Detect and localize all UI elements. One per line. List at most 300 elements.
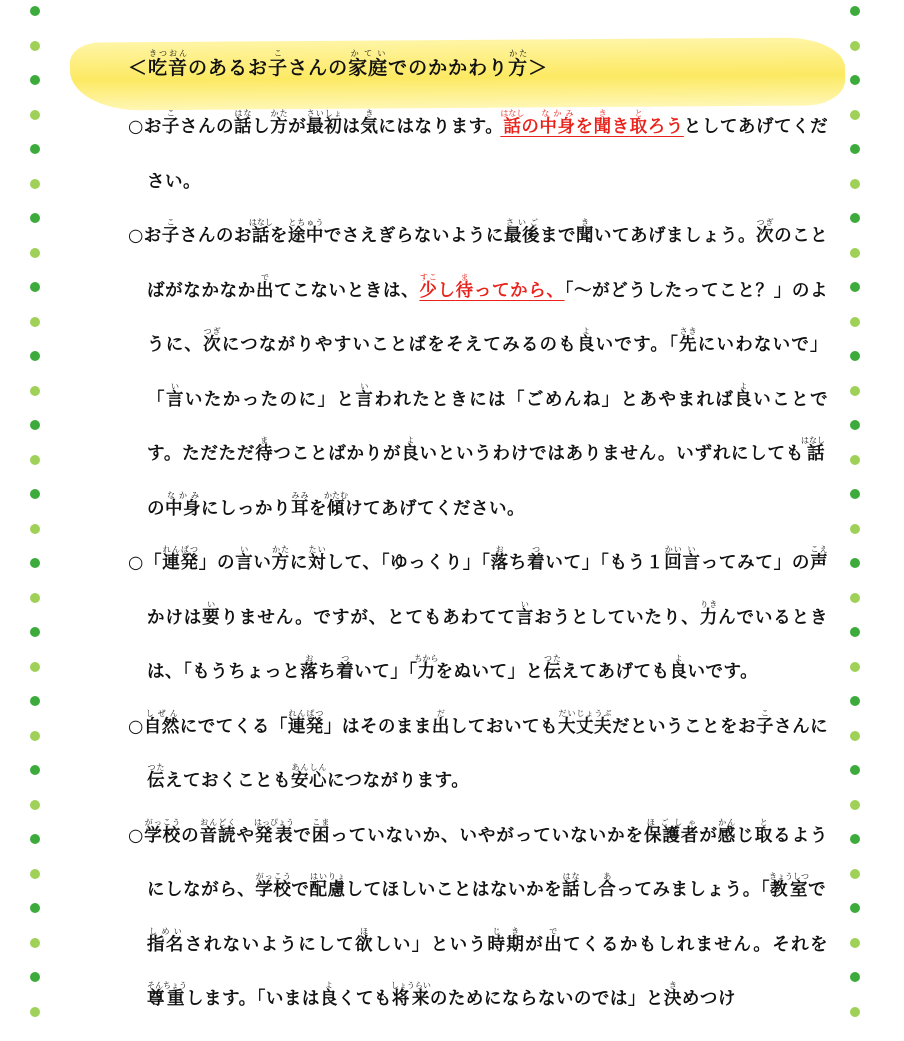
ruby-word xyxy=(669,654,688,682)
text-run: おうとしていたり、 xyxy=(534,607,700,628)
border-dot xyxy=(30,524,40,534)
furigana: はなし xyxy=(801,436,826,445)
text-run: 良 xyxy=(401,444,420,464)
border-dot xyxy=(850,903,860,913)
text-run: ろう xyxy=(647,117,684,137)
border-dot xyxy=(30,627,40,637)
border-dot xyxy=(30,110,40,120)
text-run: お xyxy=(143,117,162,137)
text-run: 指名 xyxy=(147,934,185,955)
text-run: 家庭 xyxy=(348,57,389,79)
furigana: ほ xyxy=(355,926,374,936)
text-run: つことばかりが xyxy=(273,444,402,464)
furigana: かたむ xyxy=(324,490,348,500)
furigana: はな xyxy=(562,872,581,881)
border-dot xyxy=(850,386,860,396)
text-run: 方 xyxy=(508,57,529,79)
text-run: の xyxy=(147,498,165,519)
ruby-word xyxy=(664,545,683,573)
text-run: 対 xyxy=(308,553,327,573)
text-run: や xyxy=(236,825,255,846)
ruby-word xyxy=(527,545,546,573)
furigana: なかみ xyxy=(165,490,201,500)
text-run: し xyxy=(580,880,599,900)
text-run: を xyxy=(269,226,288,246)
text-run: かけは xyxy=(147,607,203,628)
bullet-circle: ○ xyxy=(128,117,144,137)
furigana: りき xyxy=(699,599,718,609)
border-dot xyxy=(30,662,40,672)
furigana: かい xyxy=(664,545,683,554)
text-run: ってみましょう。「 xyxy=(616,880,771,900)
text-run: 学校 xyxy=(144,825,182,846)
paragraph-3 xyxy=(128,536,828,700)
text-run: ち xyxy=(318,662,337,682)
border-dot xyxy=(30,282,40,292)
ruby-word xyxy=(544,926,564,955)
furigana: はなし xyxy=(500,109,525,118)
ruby-word xyxy=(562,872,581,900)
text-run: 連発 xyxy=(162,553,199,573)
text-run: にはなります。 xyxy=(378,117,504,137)
furigana: そんちょう xyxy=(147,981,187,990)
text-run: 伝 xyxy=(543,662,562,682)
furigana: い xyxy=(202,599,221,609)
text-run: につながります。 xyxy=(327,771,470,791)
furigana: あんしん xyxy=(291,763,327,772)
border-dot xyxy=(30,765,40,775)
text-run: 合 xyxy=(598,880,617,900)
text-run: えておくことも xyxy=(165,771,291,791)
furigana: がっこう xyxy=(144,817,181,827)
ruby-word xyxy=(291,490,309,519)
border-dot xyxy=(30,75,40,85)
paragraph-1 xyxy=(128,100,828,209)
ruby-word xyxy=(598,872,617,900)
furigana: れんぱつ xyxy=(287,708,324,718)
border-dot xyxy=(850,351,860,361)
text-run: 伝 xyxy=(147,771,165,791)
text-run: 決 xyxy=(663,989,682,1009)
text-run: いて」「 xyxy=(354,662,418,682)
text-run: ち xyxy=(508,553,528,573)
ruby-word xyxy=(699,599,719,628)
text-run: ＜ xyxy=(128,57,149,79)
text-run: 学校 xyxy=(255,880,292,900)
border-dot xyxy=(850,75,860,85)
text-run: 」はそのまま xyxy=(323,716,432,737)
ruby-word xyxy=(414,654,439,682)
text-run: 傾 xyxy=(324,498,348,519)
ruby-word xyxy=(801,436,826,464)
text-run: 言 xyxy=(165,389,185,410)
text-run: 安心 xyxy=(291,771,327,791)
text-run: 言 xyxy=(235,553,254,573)
ruby-word xyxy=(500,109,525,137)
border-dot xyxy=(30,489,40,499)
border-dot xyxy=(30,834,40,844)
text-run: ＞ xyxy=(528,57,549,79)
ruby-word xyxy=(202,599,221,628)
furigana: つぎ xyxy=(756,218,775,227)
left-dot-border xyxy=(30,0,42,1041)
ruby-word xyxy=(203,327,222,355)
text-run: 大丈夫 xyxy=(557,716,612,737)
furigana: つぎ xyxy=(203,327,222,336)
text-run: 着 xyxy=(336,662,355,682)
ruby-word xyxy=(148,49,189,79)
furigana: こ xyxy=(161,218,180,227)
border-dot xyxy=(850,731,860,741)
ruby-word xyxy=(490,545,509,573)
text-run: が xyxy=(525,934,545,955)
text-run: で xyxy=(292,825,312,846)
text-run: 良 xyxy=(734,389,754,410)
highlighted-phrase xyxy=(419,272,565,301)
border-dot xyxy=(850,524,860,534)
ruby-word xyxy=(147,981,187,1009)
text-run: をぬいて」と xyxy=(435,662,544,682)
furigana: と xyxy=(629,109,648,118)
text-run: 子 xyxy=(161,226,180,246)
text-run: 保護者 xyxy=(643,825,700,846)
furigana: こ xyxy=(268,49,289,58)
text-run: 最後 xyxy=(503,226,540,246)
text-run: てこないときは、 xyxy=(274,280,420,301)
text-run: にでてくる「 xyxy=(179,716,288,737)
border-dot xyxy=(30,1007,40,1017)
text-run: のためにならないのでは」と xyxy=(429,989,664,1009)
ruby-word xyxy=(754,817,774,846)
text-run: し xyxy=(437,280,456,301)
text-run: 要 xyxy=(202,607,221,628)
border-dot xyxy=(30,144,40,154)
text-run: 良 xyxy=(319,989,338,1009)
border-dot xyxy=(850,558,860,568)
ruby-word xyxy=(734,381,754,410)
text-run: 話 xyxy=(562,880,581,900)
border-dot xyxy=(30,351,40,361)
ruby-word xyxy=(253,817,294,846)
text-run: して、「ゆっくり」「 xyxy=(326,553,491,573)
furigana: よ xyxy=(669,654,688,663)
border-dot xyxy=(30,731,40,741)
border-dot xyxy=(850,455,860,465)
text-run: 話 xyxy=(801,444,826,464)
text-run: てくるかもしれません。それを xyxy=(563,934,829,955)
ruby-word xyxy=(508,49,529,79)
text-run: いてあげましょう。 xyxy=(593,226,757,246)
text-run: 子 xyxy=(268,57,289,79)
ruby-word xyxy=(324,490,348,519)
ruby-word xyxy=(287,218,324,246)
ruby-word xyxy=(419,272,438,301)
text-run: にしっかり xyxy=(201,498,291,519)
border-dot xyxy=(30,455,40,465)
text-run: 吃音 xyxy=(148,57,189,79)
furigana: かた xyxy=(508,49,529,58)
text-run: 方 xyxy=(270,117,289,137)
text-run: 言 xyxy=(515,607,535,628)
text-run: い xyxy=(253,553,272,573)
text-run: さんの xyxy=(179,117,235,137)
furigana: きょうしつ xyxy=(769,872,810,881)
text-run: 次 xyxy=(203,335,222,355)
border-dot xyxy=(850,972,860,982)
border-dot xyxy=(30,558,40,568)
ruby-word xyxy=(575,218,594,246)
furigana: おんどく xyxy=(199,817,237,827)
furigana: つ xyxy=(336,654,355,663)
ruby-word xyxy=(248,218,273,246)
ruby-word xyxy=(355,381,375,410)
text-run: 着 xyxy=(527,553,546,573)
text-run: します。「いまは xyxy=(186,989,320,1009)
ruby-word xyxy=(679,327,698,355)
page-title xyxy=(128,49,548,80)
furigana: さき xyxy=(679,327,698,336)
border-dot xyxy=(30,696,40,706)
border-dot xyxy=(850,1007,860,1017)
text-run: けてあげてください。 xyxy=(345,498,525,519)
text-run: しておいても xyxy=(449,716,558,737)
ruby-word xyxy=(235,545,254,573)
furigana: みみ xyxy=(291,490,309,500)
ruby-word xyxy=(593,109,612,137)
text-run: 」の xyxy=(198,553,236,573)
border-dot xyxy=(30,938,40,948)
text-run: われたときには「ごめんね」とあやまれば xyxy=(374,389,735,410)
border-dot xyxy=(850,248,860,258)
furigana: い xyxy=(165,381,184,391)
text-run: を xyxy=(309,498,327,519)
furigana: きつおん xyxy=(148,49,189,58)
furigana: よ xyxy=(319,981,338,990)
ruby-word xyxy=(643,817,700,846)
furigana: ま xyxy=(455,272,474,282)
border-dot xyxy=(30,593,40,603)
text-run: 取 xyxy=(754,825,774,846)
text-run: 連発 xyxy=(287,716,324,737)
furigana: しめい xyxy=(147,926,184,936)
text-run: 言 xyxy=(682,553,701,573)
text-run: の xyxy=(181,825,200,846)
border-dot xyxy=(850,800,860,810)
ruby-word xyxy=(161,218,180,246)
border-dot xyxy=(850,110,860,120)
border-dot xyxy=(850,317,860,327)
ruby-word xyxy=(291,763,327,791)
border-dot xyxy=(30,386,40,396)
furigana: つた xyxy=(147,763,165,772)
furigana: はっぴょう xyxy=(253,817,294,827)
furigana: よ xyxy=(576,327,595,336)
text-run: さんのお xyxy=(179,226,252,246)
text-run: 取 xyxy=(629,117,648,137)
text-run: で xyxy=(808,880,827,900)
text-run: 聞 xyxy=(575,226,594,246)
furigana: こ xyxy=(756,708,775,718)
text-run: じ xyxy=(736,825,755,846)
text-run: してほしいことはないかを xyxy=(345,880,563,900)
text-run: 音読 xyxy=(199,825,237,846)
text-run: 途中 xyxy=(287,226,324,246)
text-run: 子 xyxy=(756,716,775,737)
ruby-word xyxy=(309,872,346,900)
furigana: お xyxy=(300,654,319,663)
ruby-word xyxy=(810,545,829,573)
ruby-word xyxy=(147,763,165,791)
furigana: ほごしゃ xyxy=(643,817,699,827)
ruby-word xyxy=(161,109,180,137)
text-run: でさえぎらないように xyxy=(323,226,504,246)
ruby-word xyxy=(756,708,775,737)
furigana: い xyxy=(515,599,534,609)
text-run: が xyxy=(288,117,307,137)
text-run: に xyxy=(289,553,309,573)
furigana: つた xyxy=(543,654,562,663)
furigana: しょうらい xyxy=(390,981,431,990)
border-dot xyxy=(850,869,860,879)
right-dot-border xyxy=(850,0,862,1041)
text-run: めつけ xyxy=(681,989,736,1009)
ruby-word xyxy=(255,872,292,900)
furigana: だ xyxy=(431,708,450,718)
text-run: のことばがなかなか xyxy=(147,226,829,301)
ruby-word xyxy=(306,109,343,137)
furigana: ちから xyxy=(414,654,439,663)
ruby-word xyxy=(199,817,237,846)
bullet-circle: ○ xyxy=(128,226,144,246)
border-dot xyxy=(30,903,40,913)
text-run: としてあげてください。 xyxy=(147,117,829,192)
ruby-word xyxy=(390,981,431,1009)
text-run: 落 xyxy=(300,662,319,682)
text-run: 中身 xyxy=(539,117,576,137)
furigana: で xyxy=(544,926,563,936)
border-dot xyxy=(850,41,860,51)
text-run: 話 xyxy=(500,117,525,137)
text-run: 待 xyxy=(455,280,474,301)
border-dot xyxy=(850,627,860,637)
text-run: 子 xyxy=(161,117,180,137)
text-run: いです。 xyxy=(687,662,759,682)
ruby-word xyxy=(355,926,374,955)
border-dot xyxy=(30,869,40,879)
text-run: ってから、 xyxy=(473,280,565,301)
furigana: で xyxy=(255,272,274,282)
border-dot xyxy=(30,213,40,223)
furigana: き xyxy=(360,109,379,118)
ruby-word xyxy=(255,436,274,464)
text-run: き xyxy=(611,117,630,137)
furigana: がっこう xyxy=(255,872,292,881)
text-run: 出 xyxy=(255,280,275,301)
text-run: 話 xyxy=(248,226,273,246)
text-run: が xyxy=(699,825,718,846)
text-run: されないようにして xyxy=(184,934,356,955)
border-dot xyxy=(850,593,860,603)
ruby-word xyxy=(143,708,180,737)
ruby-word xyxy=(769,872,810,900)
furigana: さいご xyxy=(503,218,540,227)
furigana: き xyxy=(575,218,594,227)
ruby-word xyxy=(319,981,338,1009)
ruby-word xyxy=(162,545,199,573)
text-run: は xyxy=(342,117,361,137)
text-run: んでいるときは、「もうちょっと xyxy=(147,607,829,682)
ruby-word xyxy=(557,708,612,737)
ruby-word xyxy=(348,49,389,79)
ruby-word xyxy=(360,109,379,137)
text-run: っていないか、いやがっていないかを xyxy=(330,825,644,846)
text-run: 自然 xyxy=(143,716,180,737)
text-run: 発表 xyxy=(253,825,294,846)
ruby-word xyxy=(663,981,682,1009)
ruby-word xyxy=(455,272,474,301)
ruby-word xyxy=(144,817,182,846)
furigana: かた xyxy=(270,109,289,118)
furigana: さいしょ xyxy=(306,109,343,118)
furigana: あ xyxy=(598,872,617,881)
text-run: しい」という xyxy=(373,934,488,955)
text-run: 最初 xyxy=(306,117,343,137)
border-dot xyxy=(850,765,860,775)
furigana: だいじょうぶ xyxy=(557,708,612,718)
border-dot xyxy=(30,420,40,430)
text-run: のあるお xyxy=(188,57,269,79)
ruby-word xyxy=(717,817,737,846)
text-run: さんの xyxy=(288,57,349,79)
ruby-word xyxy=(431,708,450,737)
furigana: かん xyxy=(717,817,736,827)
furigana: しぜん xyxy=(143,708,180,718)
border-dot xyxy=(30,248,40,258)
text-run: いたかったのに」と xyxy=(184,389,356,410)
furigana: はなし xyxy=(248,218,273,227)
furigana: ま xyxy=(255,436,274,445)
border-dot xyxy=(850,282,860,292)
border-dot xyxy=(30,179,40,189)
ruby-word xyxy=(503,218,540,246)
border-dot xyxy=(850,489,860,499)
border-dot xyxy=(30,6,40,16)
text-run: 時期 xyxy=(487,934,526,955)
border-dot xyxy=(850,6,860,16)
text-run: 耳 xyxy=(291,498,309,519)
furigana: とちゅう xyxy=(287,218,324,227)
border-dot xyxy=(850,834,860,844)
furigana: こえ xyxy=(810,545,829,554)
furigana: かた xyxy=(271,545,290,554)
border-dot xyxy=(850,144,860,154)
text-run: 落 xyxy=(490,553,509,573)
text-run: 感 xyxy=(717,825,737,846)
border-dot xyxy=(30,800,40,810)
furigana: よ xyxy=(734,381,753,391)
ruby-word xyxy=(401,436,420,464)
ruby-word xyxy=(487,926,526,955)
highlighted-phrase xyxy=(500,109,684,137)
text-run: いです。「 xyxy=(595,335,680,355)
furigana: い xyxy=(235,545,254,554)
text-run: ってみて」の xyxy=(700,553,811,573)
bullet-circle: ○ xyxy=(128,825,145,846)
ruby-word xyxy=(308,545,327,573)
text-run: 教室 xyxy=(769,880,810,900)
text-run: で xyxy=(291,880,310,900)
text-run: 良 xyxy=(669,662,688,682)
